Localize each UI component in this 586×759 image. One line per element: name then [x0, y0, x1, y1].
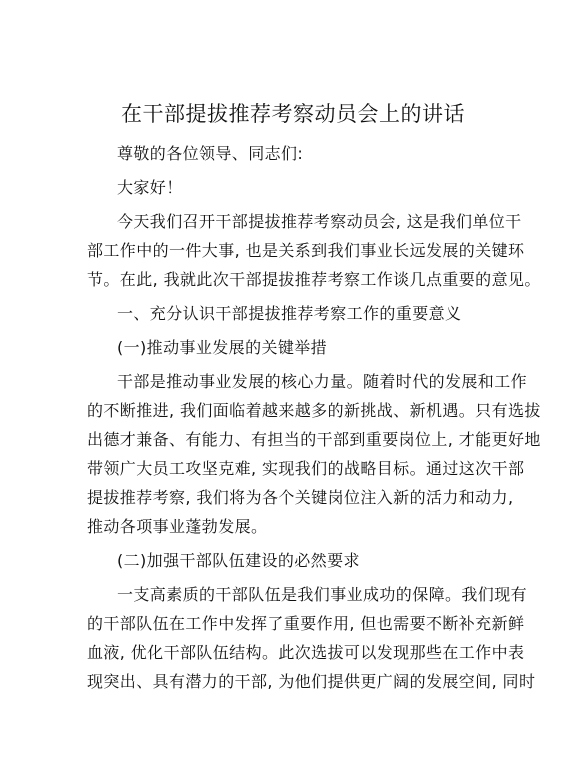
- paragraph-line: 节。在此, 我就此次干部提拔推荐考察工作谈几点重要的意见。: [87, 270, 541, 289]
- paragraph-line: 出德才兼备、有能力、有担当的干部到重要岗位上, 才能更好地: [87, 430, 541, 449]
- paragraph-line: 一支高素质的干部队伍是我们事业成功的保障。我们现有: [117, 585, 528, 604]
- paragraph-line: 干部是推动事业发展的核心力量。随着时代的发展和工作: [117, 372, 528, 391]
- subsection-heading: (二)加强干部队伍建设的必然要求: [117, 551, 360, 570]
- paragraph-line: 的干部队伍在工作中发挥了重要作用, 但也需要不断补充新鲜: [87, 614, 525, 633]
- section-heading: 一、充分认识干部提拔推荐考察工作的重要意义: [117, 304, 462, 323]
- paragraph-line: 血液, 优化干部队伍结构。此次选拔可以发现那些在工作中表: [87, 643, 525, 662]
- paragraph-line: 推动各项事业蓬勃发展。: [87, 517, 268, 536]
- paragraph-line: 现突出、具有潜力的干部, 为他们提供更广阔的发展空间, 同时: [87, 672, 536, 691]
- paragraph-line: 带领广大员工攻坚克难, 实现我们的战略目标。通过这次干部: [87, 459, 525, 478]
- subsection-heading: (一)推动事业发展的关键举措: [117, 338, 328, 357]
- salutation-line: 尊敬的各位领导、同志们:: [117, 144, 304, 163]
- paragraph-line: 今天我们召开干部提拔推荐考察动员会, 这是我们单位干: [117, 212, 522, 231]
- document-title: 在干部提拔推荐考察动员会上的讲话: [121, 102, 465, 126]
- greeting-line: 大家好！: [117, 178, 183, 197]
- paragraph-line: 提拔推荐考察, 我们将为各个关键岗位注入新的活力和动力,: [87, 488, 514, 507]
- paragraph-line: 的不断推进, 我们面临着越来越多的新挑战、新机遇。只有选拔: [87, 401, 541, 420]
- paragraph-line: 部工作中的一件大事, 也是关系到我们事业长远发展的关键环: [87, 241, 525, 260]
